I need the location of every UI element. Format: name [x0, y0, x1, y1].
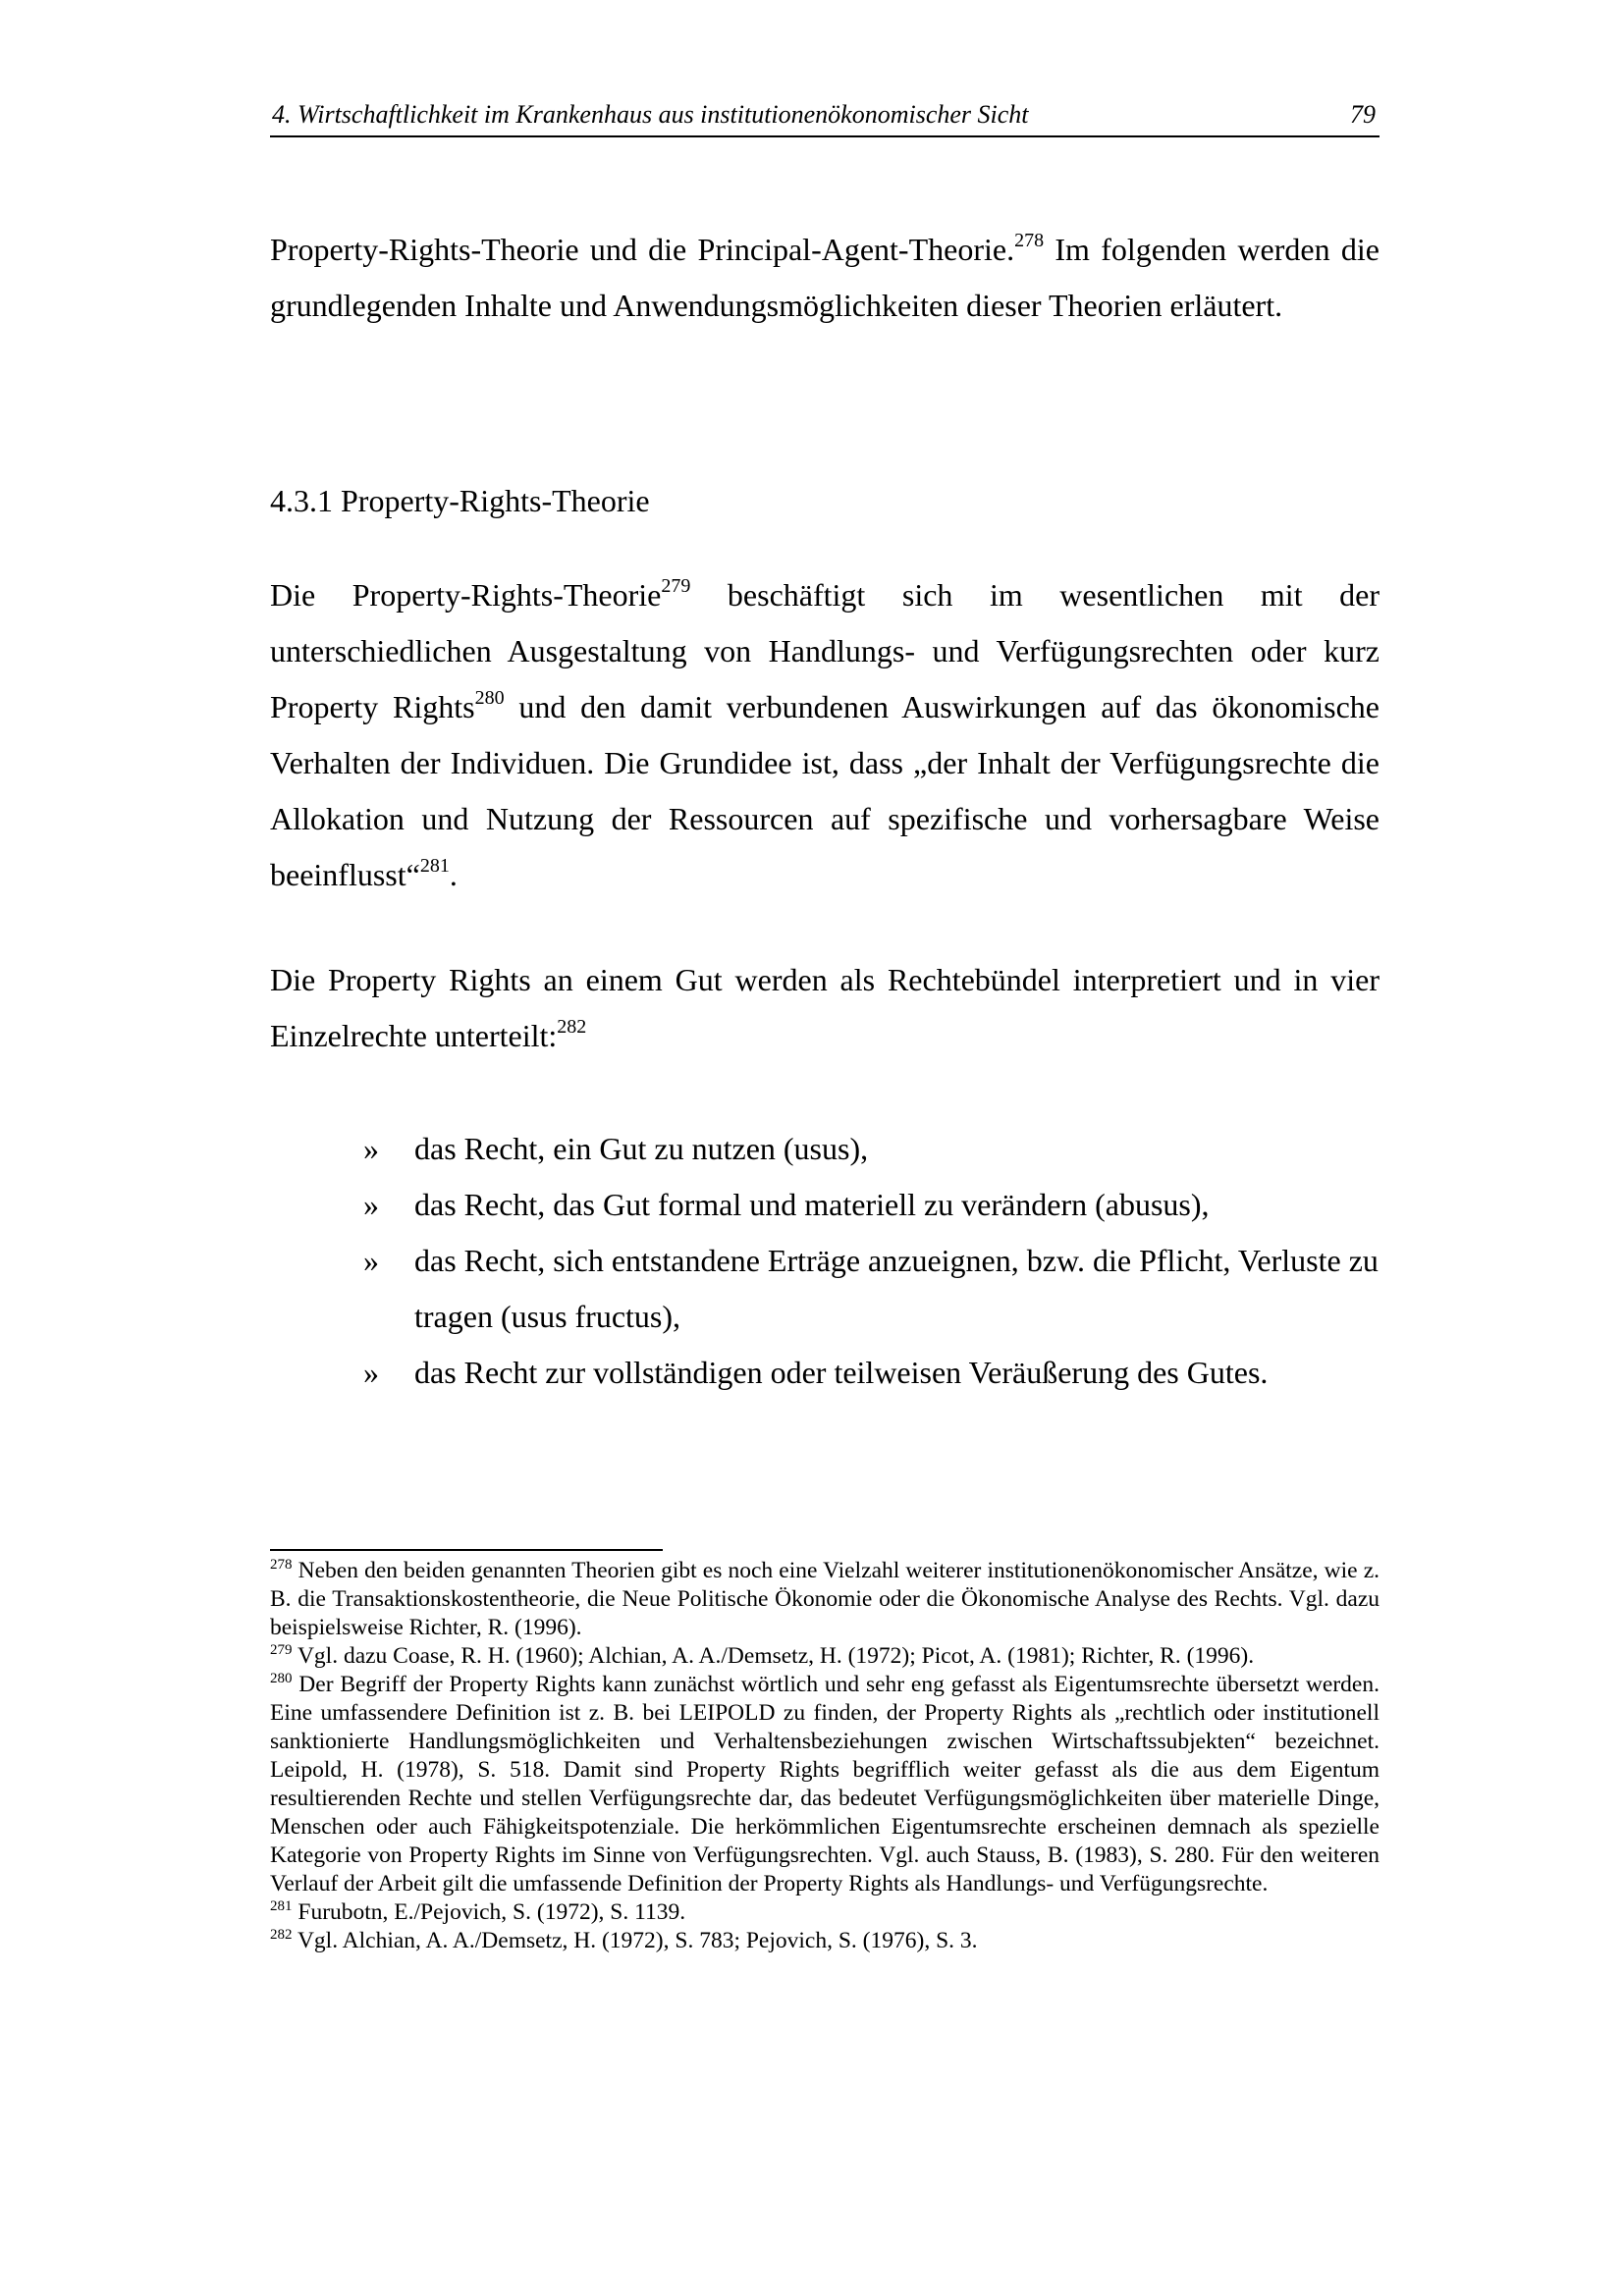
footnote-281 [270, 1898, 1380, 1927]
section-heading: 4.3.1 Property-Rights-Theorie [270, 483, 650, 518]
footnote-282 [270, 1927, 1380, 1955]
bullet-icon: » [363, 1187, 379, 1222]
intro-paragraph [270, 222, 1380, 334]
footnote-text: Vgl. dazu Coase, R. H. (1960); Alchian, A. A./Demsetz, H. (1972); Picot, A. (1981); Richter, R. (1996). [292, 1643, 1255, 1669]
footnote-number: 281 [270, 1898, 293, 1914]
footnote-ref-282[interactable]: 282 [557, 1016, 587, 1038]
bullet-icon: » [363, 1243, 379, 1278]
footnote-text: Vgl. Alchian, A. A./Demsetz, H. (1972), S. 783; Pejovich, S. (1976), S. 3. [292, 1928, 978, 1953]
footnote-text: Neben den beiden genannten Theorien gibt es noch eine Vielzahl weiterer institutionenökonomischer Ansätze, wie z. B. die Transaktionskostentheorie, die Neue Politische Ökonomie oder die Ökonomische Analyse des Rechts. Vgl. dazu beispielsweise Richter, R. (1996). [270, 1558, 1380, 1640]
rights-bundle-text: Die Property Rights an einem Gut werden als Rechtebündel interpretiert und in vier Einzelrechte unterteilt: [270, 962, 1380, 1053]
theory-text-1: Die Property-Rights-Theorie [270, 577, 662, 613]
footnote-number: 279 [270, 1642, 293, 1658]
intro-text-1: Property-Rights-Theorie und die Principal-Agent-Theorie. [270, 232, 1015, 267]
list-item [363, 1121, 1380, 1177]
page-header [270, 94, 1380, 137]
intro-text-2: Im folgenden werden die grundlegenden Inhalte und Anwendungsmöglichkeiten dieser Theorien erläutert. [270, 232, 1380, 323]
theory-text-2: beschäftigt sich im wesentlichen mit der unterschiedlichen Ausgestaltung von Handlungs- und Verfügungsrechten oder kurz Property Rights [270, 577, 1380, 724]
footnote-279 [270, 1642, 1380, 1671]
footnote-ref-281[interactable]: 281 [419, 855, 450, 877]
page-number: 79 [1350, 100, 1376, 129]
footnote-278 [270, 1557, 1380, 1642]
footnote-ref-279[interactable]: 279 [661, 575, 691, 597]
footnote-280 [270, 1671, 1380, 1898]
list-item-text: das Recht, ein Gut zu nutzen (usus), [414, 1131, 869, 1166]
list-item-text: das Recht zur vollständigen oder teilweisen Veräußerung des Gutes. [414, 1355, 1269, 1390]
theory-paragraph [270, 567, 1380, 903]
list-item-text: das Recht, sich entstandene Erträge anzueignen, bzw. die Pflicht, Verluste zu tragen (usus fructus), [414, 1243, 1379, 1334]
footnote-text: Furubotn, E./Pejovich, S. (1972), S. 1139. [292, 1899, 686, 1925]
footnote-number: 278 [270, 1557, 293, 1573]
footnote-ref-280[interactable]: 280 [474, 687, 505, 709]
rights-bundle-paragraph [270, 952, 1380, 1064]
footnote-ref-278[interactable]: 278 [1014, 230, 1045, 251]
footnote-divider [270, 1549, 663, 1551]
footnote-text: Der Begriff der Property Rights kann zunächst wörtlich und sehr eng gefasst als Eigentumsrechte übersetzt werden. Eine umfassendere Definition ist z. B. bei LEIPOLD zu finden, der Property Rights als „rechtlich oder institutionell sanktionierte Handlungsmöglichkeiten und Verhaltensbeziehungen zwischen Wirtschaftssubjekten“ bezeichnet. Leipold, H. (1978), S. 518. Damit sind Property Rights begrifflich weiter gefasst als die aus dem Eigentum resultierenden Rechte und stellen Verfügungsrechte dar, das bedeutet Verfügungsmöglichkeiten über materielle Dinge, Menschen oder auch Fähigkeitspotenziale. Die herkömmlichen Eigentumsrechte erscheinen demnach als spezielle Kategorie von Property Rights im Sinne von Verfügungsrechten. Vgl. auch Stauss, B. (1983), S. 280. Für den weiteren Verlauf der Arbeit gilt die umfassende Definition der Property Rights als Handlungs- und Verfügungsrechte. [270, 1672, 1380, 1896]
rights-list [363, 1121, 1380, 1401]
footnote-number: 280 [270, 1671, 293, 1686]
theory-text-4: . [449, 857, 458, 892]
running-title: 4. Wirtschaftlichkeit im Krankenhaus aus institutionenökonomischer Sicht [272, 100, 1029, 129]
list-item-text: das Recht, das Gut formal und materiell zu verändern (abusus), [414, 1187, 1210, 1222]
bullet-icon: » [363, 1131, 379, 1166]
theory-text-3: und den damit verbundenen Auswirkungen auf das ökonomische Verhalten der Individuen. Die Grundidee ist, dass „der Inhalt der Verfügungsrechte die Allokation und Nutzung der Ressourcen auf spezifische und vorhersagbare Weise beeinflusst“ [270, 689, 1380, 892]
footnote-number: 282 [270, 1927, 293, 1943]
footnotes [270, 1557, 1380, 1955]
list-item [363, 1233, 1380, 1345]
bullet-icon: » [363, 1355, 379, 1390]
list-item [363, 1177, 1380, 1233]
list-item [363, 1345, 1380, 1401]
